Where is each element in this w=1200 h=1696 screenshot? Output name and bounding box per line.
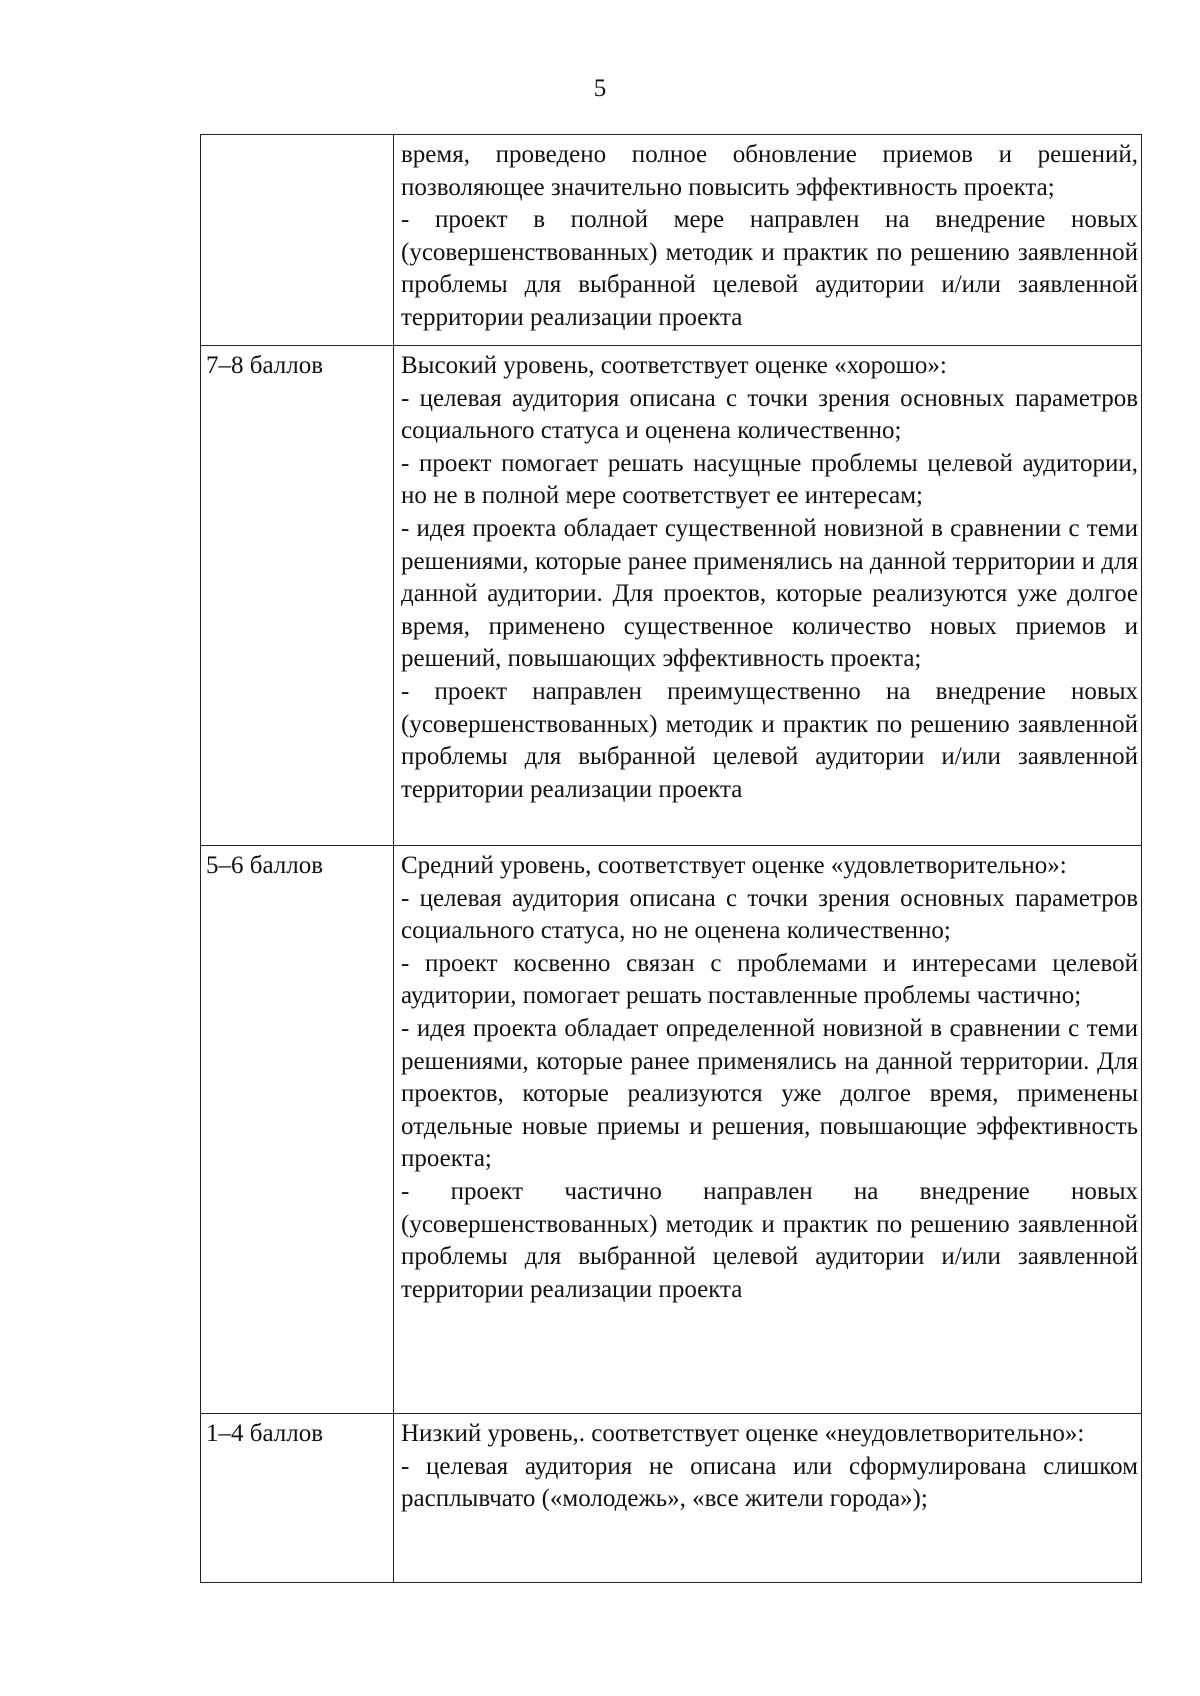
score-cell: 7–8 баллов xyxy=(201,346,394,846)
page-number: 5 xyxy=(593,75,607,102)
score-cell: 1–4 баллов xyxy=(201,1414,394,1583)
description-paragraph: - проект направлен преимущественно на внедрение новых (усовершенствованных) методик и практик по решению заявленной проблемы для выбранной целевой аудитории и/или заявленной территории реализации проекта xyxy=(401,677,1138,803)
score-cell: 5–6 баллов xyxy=(201,846,394,1414)
description-paragraph: - проект в полной мере направлен на внедрение новых (усовершенствованных) методик и практик по решению заявленной проблемы для выбранной целевой аудитории и/или заявленной территории реализации проекта xyxy=(401,206,1138,331)
description-paragraph: - идея проекта обладает существенной новизной в сравнении с теми решениями, которые ранее применялись на данной территории и для данной аудитории. Для проектов, которые реализуются уже долгое время, применено существенное количество новых приемов и решений, повышающих эффективность проекта; xyxy=(401,514,1138,673)
description-paragraph: - целевая аудитория не описана или сформулирована слишком расплывчато («молодежь», «все жители города»); xyxy=(401,1452,1138,1513)
table-row-continuation xyxy=(201,135,1142,346)
description-paragraph: время, проведено полное обновление приемов и решений, позволяющее значительно повысить эффективность проекта; xyxy=(401,141,1138,201)
description-cell xyxy=(394,846,1142,1414)
description-paragraph: - целевая аудитория описана с точки зрения основных параметров социального статуса и оценена количественно; xyxy=(401,384,1138,445)
description-paragraph: - идея проекта обладает определенной новизной в сравнении с теми решениями, которые ранее применялись на данной территории. Для проектов, которые реализуются уже долгое время, применены отдельные новые приемы и решения, повышающие эффективность проекта; xyxy=(401,1014,1138,1173)
table-row-1-4 xyxy=(201,1414,1142,1583)
description-cell xyxy=(394,135,1142,346)
description-paragraph: - проект косвенно связан с проблемами и интересами целевой аудитории, помогает решать поставленные проблемы частично; xyxy=(401,949,1138,1010)
description-cell xyxy=(394,346,1142,846)
criteria-table xyxy=(200,134,1142,1583)
table-row-5-6 xyxy=(201,846,1142,1414)
description-paragraph: - проект помогает решать насущные проблемы целевой аудитории, но не в полной мере соответствует ее интересам; xyxy=(401,449,1138,510)
description-paragraph: Высокий уровень, соответствует оценке «хорошо»: xyxy=(401,352,947,379)
description-paragraph: - целевая аудитория описана с точки зрения основных параметров социального статуса, но не оценена количественно; xyxy=(401,884,1138,945)
description-paragraph: Средний уровень, соответствует оценке «удовлетворительно»: xyxy=(401,852,1067,879)
description-paragraph: Низкий уровень,. соответствует оценке «неудовлетворительно»: xyxy=(401,1420,1085,1447)
score-cell xyxy=(201,135,394,346)
description-cell xyxy=(394,1414,1142,1583)
table-row-7-8 xyxy=(201,346,1142,846)
description-paragraph: - проект частично направлен на внедрение новых (усовершенствованных) методик и практик по решению заявленной проблемы для выбранной целевой аудитории и/или заявленной территории реализации проекта xyxy=(401,1177,1138,1303)
